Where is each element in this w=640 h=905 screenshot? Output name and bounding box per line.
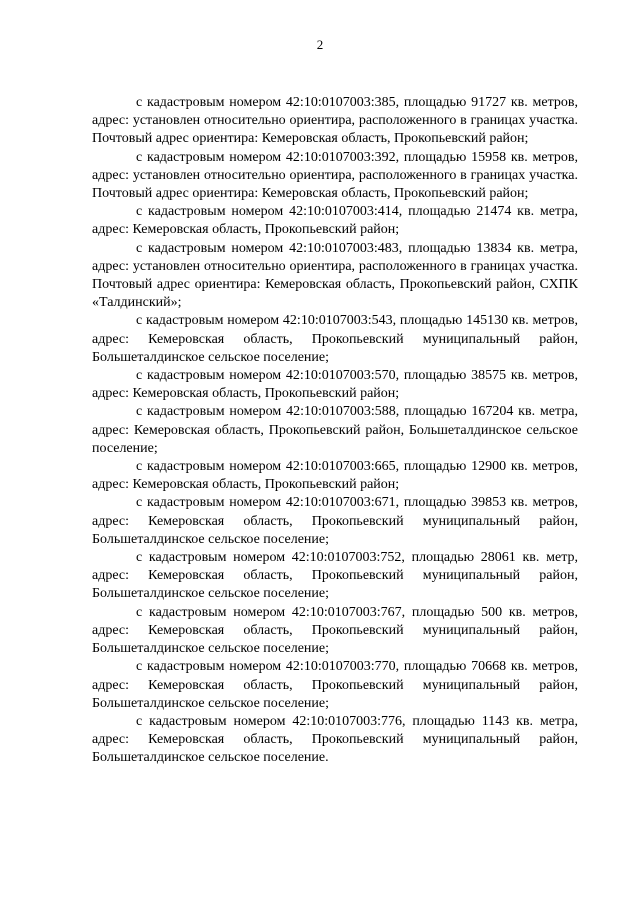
land-plot-paragraph: с кадастровым номером 42:10:0107003:776, площадью 1143 кв. метра, адрес: Кемеровская область, Прокопьевский муниципальный район, Большеталдинское сельское поселение. xyxy=(92,713,578,766)
land-plot-paragraph: с кадастровым номером 42:10:0107003:543, площадью 145130 кв. метров, адрес: Кемеровская область, Прокопьевский муниципальный район, Большеталдинское сельское поселение; xyxy=(92,313,578,365)
land-plot-paragraph: с кадастровым номером 42:10:0107003:767, площадью 500 кв. метров, адрес: Кемеровская область, Прокопьевский муниципальный район, Большеталдинское сельское поселение; xyxy=(92,604,578,657)
land-plot-paragraph: с кадастровым номером 42:10:0107003:385, площадью 91727 кв. метров, адрес: установлен относительно ориентира, расположенного в границах участка. Почтовый адрес ориентира: Кемеровская область, Прокопьевский район; xyxy=(92,95,578,147)
page-number: 2 xyxy=(316,37,324,52)
land-plot-paragraph: с кадастровым номером 42:10:0107003:671, площадью 39853 кв. метров, адрес: Кемеровская область, Прокопьевский муниципальный район, Большеталдинское сельское поселение; xyxy=(92,495,578,547)
land-plot-paragraph: с кадастровым номером 42:10:0107003:414, площадью 21474 кв. метра, адрес: Кемеровская область, Прокопьевский район; xyxy=(92,204,578,238)
land-plot-paragraph: с кадастровым номером 42:10:0107003:752, площадью 28061 кв. метр, адрес: Кемеровская область, Прокопьевский муниципальный район, Большеталдинское сельское поселение; xyxy=(92,550,578,602)
land-plot-paragraph: с кадастровым номером 42:10:0107003:588, площадью 167204 кв. метра, адрес: Кемеровская область, Прокопьевский район, Большеталдинское сельское поселение; xyxy=(92,404,578,456)
land-plot-paragraph: с кадастровым номером 42:10:0107003:483, площадью 13834 кв. метра, адрес: установлен относительно ориентира, расположенного в границах участка. Почтовый адрес ориентира: Кемеровская область, Прокопьевский район, СХПК «Талдинский»; xyxy=(92,240,578,311)
land-plot-paragraph: с кадастровым номером 42:10:0107003:392, площадью 15958 кв. метров, адрес: установлен относительно ориентира, расположенного в границах участка. Почтовый адрес ориентира: Кемеровская область, Прокопьевский район; xyxy=(92,149,578,202)
land-plot-paragraph: с кадастровым номером 42:10:0107003:570, площадью 38575 кв. метров, адрес: Кемеровская область, Прокопьевский район; xyxy=(92,368,578,402)
document-body xyxy=(92,94,578,768)
land-plot-paragraph: с кадастровым номером 42:10:0107003:770, площадью 70668 кв. метров, адрес: Кемеровская область, Прокопьевский муниципальный район, Большеталдинское сельское поселение; xyxy=(92,659,578,711)
land-plot-paragraph: с кадастровым номером 42:10:0107003:665, площадью 12900 кв. метров, адрес: Кемеровская область, Прокопьевский район; xyxy=(92,459,578,493)
